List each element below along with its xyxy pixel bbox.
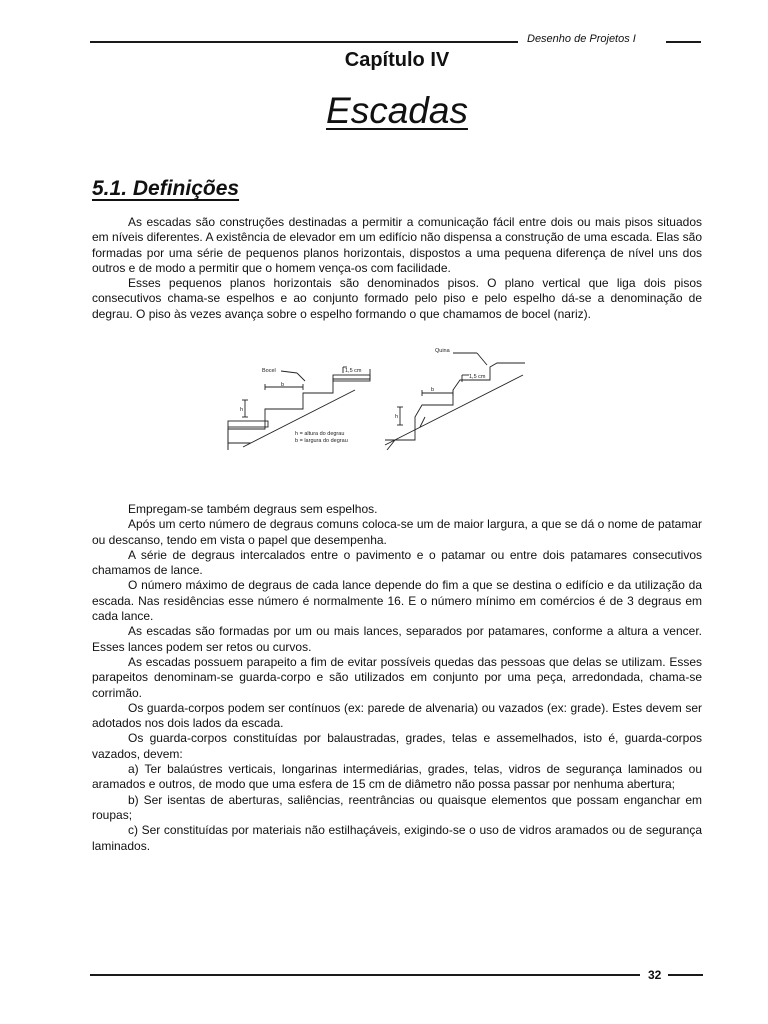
body-text	[92, 502, 702, 854]
list-item: b) Ser isentas de aberturas, saliências, reentrâncias ou quaisque elementos que possam enganchar em roupas;	[92, 792, 702, 822]
chapter-label: Capítulo IV	[344, 49, 450, 71]
paragraph: Empregam-se também degraus sem espelhos.	[128, 502, 378, 516]
quina-label: Quina	[435, 348, 450, 354]
list-item: a) Ter balaústres verticais, longarinas intermediárias, grades, telas, vidros de segurança laminados ou aramados e outros, de modo que uma esfera de 15 cm de diâmetro não possa passar por nenhuma abertura;	[92, 762, 702, 792]
page-title: Escadas	[326, 90, 468, 131]
footer-rule-right	[668, 974, 703, 976]
right-stair-profile	[385, 363, 525, 440]
legend-h: h = altura do degrau	[295, 431, 345, 437]
section-heading: 5.1. Definições	[92, 177, 240, 200]
paragraph: Após um certo número de degraus comuns coloca-se um de maior largura, a que se dá o nome de patamar ou descanso, tendo em vista o papel que desempenha.	[92, 517, 702, 547]
paragraph: As escadas são construções destinadas a permitir a comunicação fácil entre dois ou mais pisos situados em níveis diferentes. A existência de elevador em um edifício não dispensa a construção de uma escada. Elas são formadas por uma série de pequenos planos horizontais, dispostos a uma pequena diferença de nível uns dos outros e de modo a permitir que o homem vença-os com facilidade.	[92, 215, 702, 275]
running-head: Desenho de Projetos I	[527, 33, 636, 45]
paragraph: O número máximo de degraus de cada lance depende do fim a que se destina o edifício e da utilização da escada. Nas residências esse número é normalmente 16. E o número mínimo em comércios é de 3 degraus em cada lance.	[92, 578, 702, 624]
bocel-step-top	[333, 375, 370, 381]
paragraph: A série de degraus intercalados entre o pavimento e o patamar ou entre dois patamares consecutivos chamamos de lance.	[92, 547, 702, 578]
header-rule-left	[90, 41, 518, 43]
list-item: c) Ser constituídas por materiais não estilhaçáveis, exigindo-se o uso de vidros aramados ou de segurança laminados.	[92, 823, 702, 853]
paragraph: Esses pequenos planos horizontais são denominados pisos. O plano vertical que liga dois pisos consecutivos chama-se espelhos e ao conjunto formado pelo piso e pelo espelho dá-se a denominação de degrau. O piso às vezes avança sobre o espelho formando o que chamamos de bocel (nariz).	[92, 276, 702, 321]
paragraph: Os guarda-corpos podem ser contínuos (ex: parede de alvenaria) ou vazados (ex: grade). Estes devem ser adotados nos dois lados da escada.	[92, 700, 702, 731]
paragraph: As escadas possuem parapeito a fim de evitar possíveis quedas das pessoas que delas se utilizam. Esses parapeitos denominam-se guarda-corpo e são utilizados em conjunto por uma peça, arredondada, chama-se corrimão.	[92, 654, 702, 700]
left-h-label: h	[240, 407, 244, 413]
header-rule-right	[666, 41, 701, 43]
bocel-step-1	[228, 421, 268, 427]
right-h-label: h	[395, 414, 399, 420]
bocel-label: Bocel	[262, 368, 276, 374]
paragraph: Os guarda-corpos constituídas por balaustradas, grades, telas e assemelhados, isto é, guarda-corpos vazados, devem:	[92, 731, 702, 761]
paragraph: As escadas são formadas por um ou mais lances, separados por patamares, conforme a altura a vencer. Esses lances podem ser retos ou curvos.	[92, 624, 702, 654]
left-dim-label: 1,5 cm	[345, 368, 362, 374]
footer-rule-left	[90, 974, 640, 976]
intro-text	[92, 215, 702, 322]
stairs-figure	[225, 345, 535, 450]
legend-b: b = largura do degrau	[295, 438, 348, 444]
left-b-label: b	[281, 382, 285, 388]
page-number: 32	[648, 968, 662, 982]
right-dim-label: 1,5 cm	[469, 374, 486, 380]
right-b-label: b	[431, 387, 435, 393]
